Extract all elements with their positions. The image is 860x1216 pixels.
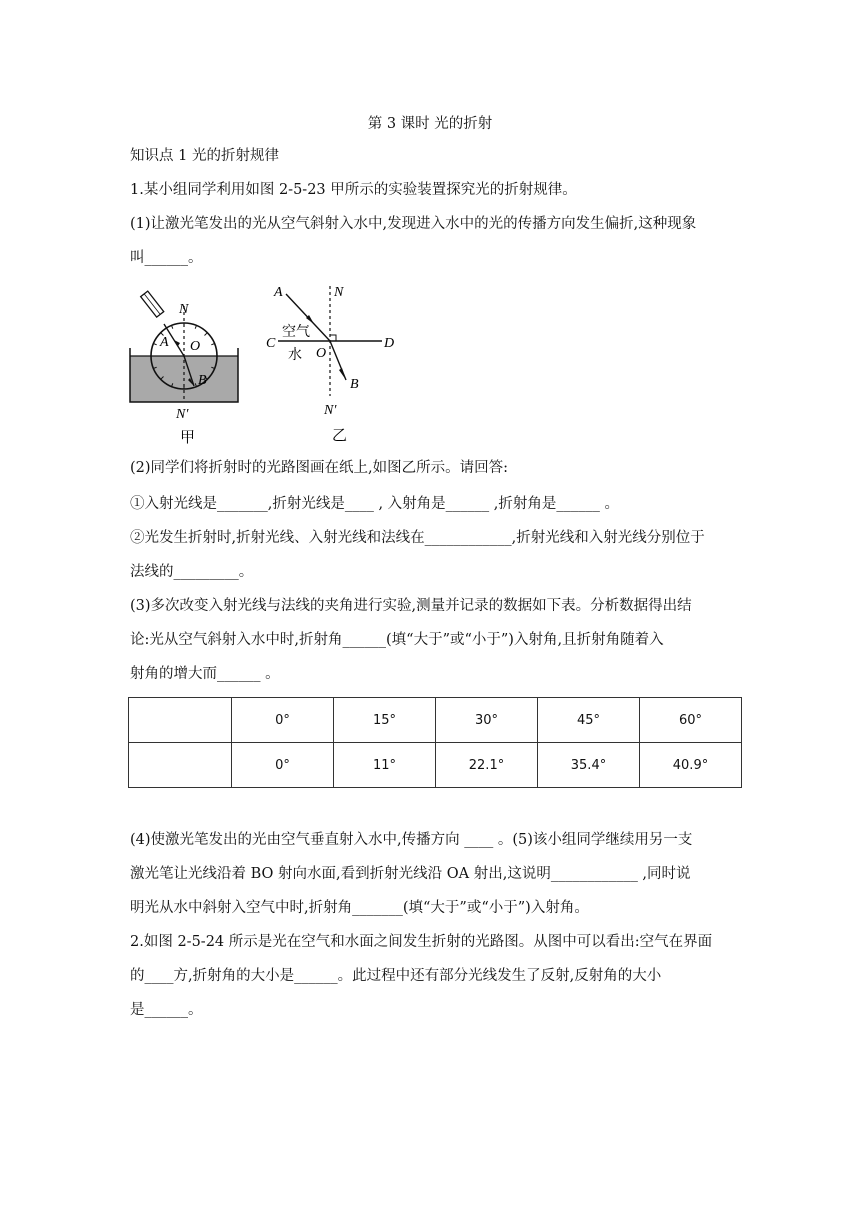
label-a: A — [160, 335, 169, 350]
label-a: A — [274, 285, 283, 300]
q2-line1: 2.如图 2-5-24 所示是光在空气和水面之间发生折射的光路图。从图中可以看出:空气在界面 — [130, 934, 713, 950]
label-air: 空气 — [282, 324, 310, 340]
table-cell: 11° — [334, 743, 436, 788]
data-table — [128, 697, 742, 788]
q1-part2-b-line1: ②光发生折射时,折射光线、入射光线和法线在____________,折射光线和入射光线分别位于 — [130, 530, 705, 546]
label-b: B — [198, 373, 207, 388]
label-d: D — [384, 336, 395, 351]
table-row — [129, 743, 742, 788]
label-c: C — [266, 336, 276, 351]
table-cell: 40.9° — [640, 743, 742, 788]
q1-part3-line2: 论:光从空气斜射入水中时,折射角______(填“大于”或“小于”)入射角,且折射角随着入 — [130, 632, 664, 648]
table-cell: 15° — [334, 698, 436, 743]
q2-line2: 的____方,折射角的大小是______。此过程中还有部分光线发生了反射,反射角的大小 — [130, 968, 662, 984]
q1-part2-a: ①入射光线是_______,折射光线是____ , 入射角是______ ,折射角是______ 。 — [130, 496, 620, 512]
table-cell: 22.1° — [436, 743, 538, 788]
section-heading: 知识点 1 光的折射规律 — [130, 148, 279, 164]
q1-part3-line3: 射角的增大而______ 。 — [130, 666, 280, 682]
page-title: 第 3 课时 光的折射 — [367, 116, 493, 132]
table-row — [129, 698, 742, 743]
q1-intro: 1.某小组同学利用如图 2-5-23 甲所示的实验装置探究光的折射规律。 — [130, 182, 577, 198]
q1-part3-line1: (3)多次改变入射光线与法线的夹角进行实验,测量并记录的数据如下表。分析数据得出结 — [130, 598, 692, 614]
label-n: N — [334, 285, 344, 300]
table-cell: 60° — [640, 698, 742, 743]
table-cell — [129, 743, 232, 788]
label-n-prime: N′ — [176, 407, 189, 422]
q1-part1-line1: (1)让激光笔发出的光从空气斜射入水中,发现进入水中的光的传播方向发生偏折,这种现象 — [130, 216, 697, 232]
label-b: B — [350, 377, 359, 392]
q1-part4-line3: 明光从水中斜射入空气中时,折射角_______(填“大于”或“小于”)入射角。 — [130, 900, 589, 916]
q1-part4-line1: (4)使激光笔发出的光由空气垂直射入水中,传播方向 ____ 。(5)该小组同学继续用另一支 — [130, 832, 693, 848]
label-o: O — [190, 339, 201, 354]
label-n-prime: N′ — [324, 403, 337, 418]
table-cell: 35.4° — [538, 743, 640, 788]
q1-part4-line2: 激光笔让光线沿着 BO 射向水面,看到折射光线沿 OA 射出,这说明____________ ,同时说 — [130, 866, 691, 882]
table-cell: 0° — [232, 743, 334, 788]
q1-part1-line2: 叫______。 — [130, 250, 203, 266]
q1-part2-intro: (2)同学们将折射时的光路图画在纸上,如图乙所示。请回答: — [130, 460, 509, 476]
label-n: N — [179, 302, 189, 317]
table-cell: 30° — [436, 698, 538, 743]
table-cell: 0° — [232, 698, 334, 743]
caption-yi: 乙 — [332, 426, 348, 444]
table-cell — [129, 698, 232, 743]
laser-pen — [141, 291, 164, 317]
q1-part2-b-line2: 法线的_________。 — [130, 564, 254, 580]
figure-yi — [262, 280, 412, 448]
table-cell: 45° — [538, 698, 640, 743]
caption-jia: 甲 — [180, 428, 196, 446]
label-water: 水 — [288, 347, 302, 363]
figure-jia — [128, 282, 248, 448]
label-o: O — [316, 346, 327, 361]
q2-line3: 是______。 — [130, 1002, 203, 1018]
